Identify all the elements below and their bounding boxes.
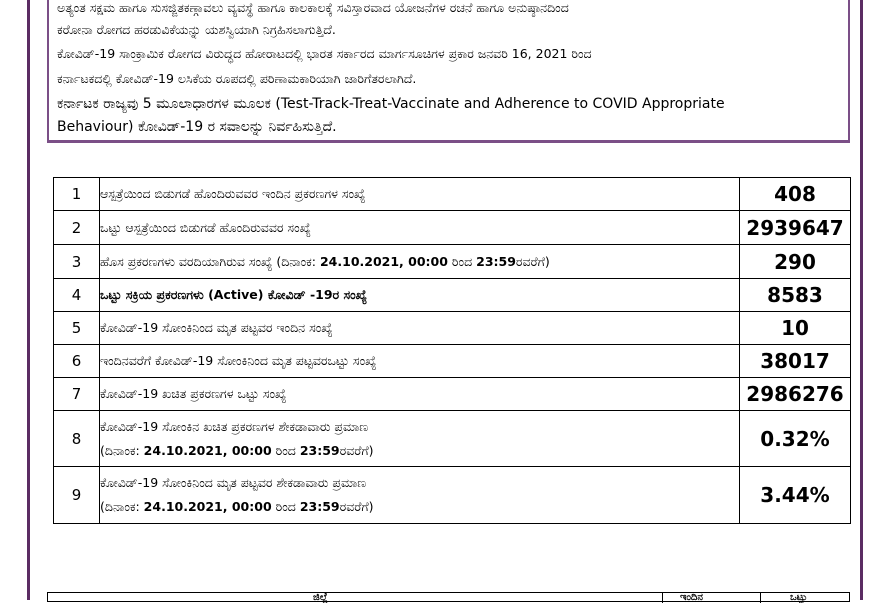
covid-stats-table xyxy=(53,177,851,524)
time-text: 23:59 xyxy=(299,442,340,458)
date-range-line xyxy=(100,443,739,459)
bottom-separator xyxy=(662,593,663,603)
row-description xyxy=(100,411,740,467)
row-description: ಕೋವಿಡ್-19 ಸೋಂಕಿನಿಂದ ಮೃತ ಪಟ್ಟವರ ಇಂದಿನ ಸಂಖ್ಯೆ xyxy=(100,312,740,345)
intro-line-4: ಕರ್ನಾಟಕದಲ್ಲಿ ಕೋವಿಡ್-19 ಲಸಿಕೆಯ ರೂಪದಲ್ಲಿ ಪರಿಣಾಮಕಾರಿಯಾಗಿ ಜಾರಿಗೆತರಲಾಗಿದೆ. xyxy=(57,71,417,86)
row-number: 3 xyxy=(54,245,100,279)
row-description xyxy=(100,245,740,279)
row-number: 5 xyxy=(54,312,100,345)
intro-line-5: ಕರ್ನಾಟಕ ರಾಜ್ಯವು 5 ಮೂಲಾಧಾರಗಳ ಮೂಲಕ (Test-Track-Treat-Vaccinate and Adherence to COVID Appropriate xyxy=(57,96,725,112)
date-text: 24.10.2021, 00:00 xyxy=(143,499,272,514)
row-description xyxy=(100,467,740,524)
desc-text: ಕೋವಿಡ್-19 ಸೋಂಕಿನಿಂದ ಮೃತ ಪಟ್ಟವರ ಶೇಕಡಾವಾರು ಪ್ರಮಾಣ xyxy=(100,475,367,490)
row-number: 6 xyxy=(54,345,100,378)
row-value: 38017 xyxy=(740,345,851,378)
table-row xyxy=(54,467,851,524)
table-row xyxy=(54,411,851,467)
row-number: 9 xyxy=(54,467,100,524)
row-number: 1 xyxy=(54,178,100,211)
table-row xyxy=(54,312,851,345)
bottom-table-header xyxy=(47,592,850,602)
connector-text: ರಿಂದ xyxy=(447,253,477,269)
date-range-line xyxy=(100,499,739,515)
row-description: ಇಂದಿನವರೆಗೆ ಕೋವಿಡ್-19 ಸೋಂಕಿನಿಂದ ಮೃತ ಪಟ್ಟವರಒಟ್ಟು ಸಂಖ್ಯೆ xyxy=(100,345,740,378)
sub-prefix-text: (ದಿನಾಂಕ: xyxy=(100,499,144,514)
connector-text: ರಿಂದ xyxy=(271,442,300,458)
row-value: 8583 xyxy=(740,279,851,312)
date-text: 24.10.2021, 00:00 xyxy=(319,253,448,269)
intro-box xyxy=(47,0,850,143)
intro-line-3: ಕೋವಿಡ್-19 ಸಾಂಕ್ರಾಮಿಕ ರೋಗದ ವಿರುದ್ಧದ ಹೋರಾಟದಲ್ಲಿ ಭಾರತ ಸರ್ಕಾರದ ಮಾರ್ಗಸೂಚಿಗಳ ಪ್ರಕಾರ ಜನವರಿ 16, 2021 ರಿಂದ xyxy=(57,46,592,61)
connector-text: ರಿಂದ xyxy=(271,499,300,514)
desc-text: ಹೊಸ ಪ್ರಕರಣಗಳು ವರದಿಯಾಗಿರುವ ಸಂಖ್ಯೆ (ದಿನಾಂಕ: xyxy=(100,253,320,269)
row-value: 3.44% xyxy=(740,467,851,524)
table-row xyxy=(54,345,851,378)
end-text: ರವರೆಗೆ) xyxy=(515,253,550,269)
row-value: 0.32% xyxy=(740,411,851,467)
table-row xyxy=(54,279,851,312)
row-description: ಕೋವಿಡ್-19 ಖಚಿತ ಪ್ರಕರಣಗಳ ಒಟ್ಟು ಸಂಖ್ಯೆ xyxy=(100,378,740,411)
date-text: 24.10.2021, 00:00 xyxy=(143,442,272,458)
bottom-col1-fragment: ಜಿಲ್ಲೆ xyxy=(313,592,328,603)
row-value: 408 xyxy=(740,178,851,211)
intro-line-2: ಕರೋನಾ ರೋಗದ ಹರಡುವಿಕೆಯನ್ನು ಯಶಸ್ವಿಯಾಗಿ ನಿಗ್ರಹಿಸಲಾಗುತ್ತಿದೆ. xyxy=(57,22,336,37)
row-number: 4 xyxy=(54,279,100,312)
time-text: 23:59 xyxy=(476,253,516,269)
row-description: ಒಟ್ಟು ಸಕ್ರಿಯ ಪ್ರಕರಣಗಳು (Active) ಕೋವಿಡ್ -19ರ ಸಂಖ್ಯೆ xyxy=(100,279,740,312)
row-value: 2986276 xyxy=(740,378,851,411)
table-row xyxy=(54,245,851,279)
table-row xyxy=(54,378,851,411)
row-number: 8 xyxy=(54,411,100,467)
intro-line-1: ಅತ್ಯಂತ ಸಕ್ಷಮ ಹಾಗೂ ಸುಸಜ್ಜಿತಕಣ್ಗಾವಲು ವ್ಯವಸ್ಥೆ ಹಾಗೂ ಕಾಲಕಾಲಕ್ಕೆ ಸವಿಸ್ತಾರವಾದ ಯೋಜನೆಗಳ ರಚನೆ ಹಾಗೂ ಅನುಷ್ಠಾನದಿಂದ xyxy=(57,0,569,15)
row-value: 2939647 xyxy=(740,211,851,245)
row-value: 10 xyxy=(740,312,851,345)
page-frame-left xyxy=(27,0,30,600)
bottom-col3-fragment: ಒಟ್ಟು xyxy=(790,592,808,603)
row-description: ಒಟ್ಟು ಆಸ್ಪತ್ರೆಯಿಂದ ಬಿಡುಗಡೆ ಹೊಂದಿರುವವರ ಸಂಖ್ಯೆ xyxy=(100,211,740,245)
table-row xyxy=(54,211,851,245)
end-text: ರವರೆಗೆ) xyxy=(339,442,374,458)
row-description: ಆಸ್ಪತ್ರೆಯಿಂದ ಬಿಡುಗಡೆ ಹೊಂದಿರುವವರ ಇಂದಿನ ಪ್ರಕರಣಗಳ ಸಂಖ್ಯೆ xyxy=(100,178,740,211)
intro-line-6: Behaviour) ಕೋವಿಡ್-19 ರ ಸವಾಲನ್ನು ನಿರ್ವಹಿಸುತ್ತಿದೆ. xyxy=(57,119,337,135)
time-text: 23:59 xyxy=(299,499,340,514)
page-frame-right xyxy=(860,0,863,600)
desc-text: ಕೋವಿಡ್-19 ಸೋಂಕಿನ ಖಚಿತ ಪ್ರಕರಣಗಳ ಶೇಕಡಾವಾರು ಪ್ರಮಾಣ xyxy=(100,418,369,434)
row-number: 2 xyxy=(54,211,100,245)
row-value: 290 xyxy=(740,245,851,279)
bottom-separator xyxy=(760,593,761,603)
bottom-col2-fragment: ಇಂದಿನ xyxy=(680,592,703,603)
row-number: 7 xyxy=(54,378,100,411)
table-row xyxy=(54,178,851,211)
sub-prefix-text: (ದಿನಾಂಕ: xyxy=(100,442,144,458)
end-text: ರವರೆಗೆ) xyxy=(339,499,374,514)
